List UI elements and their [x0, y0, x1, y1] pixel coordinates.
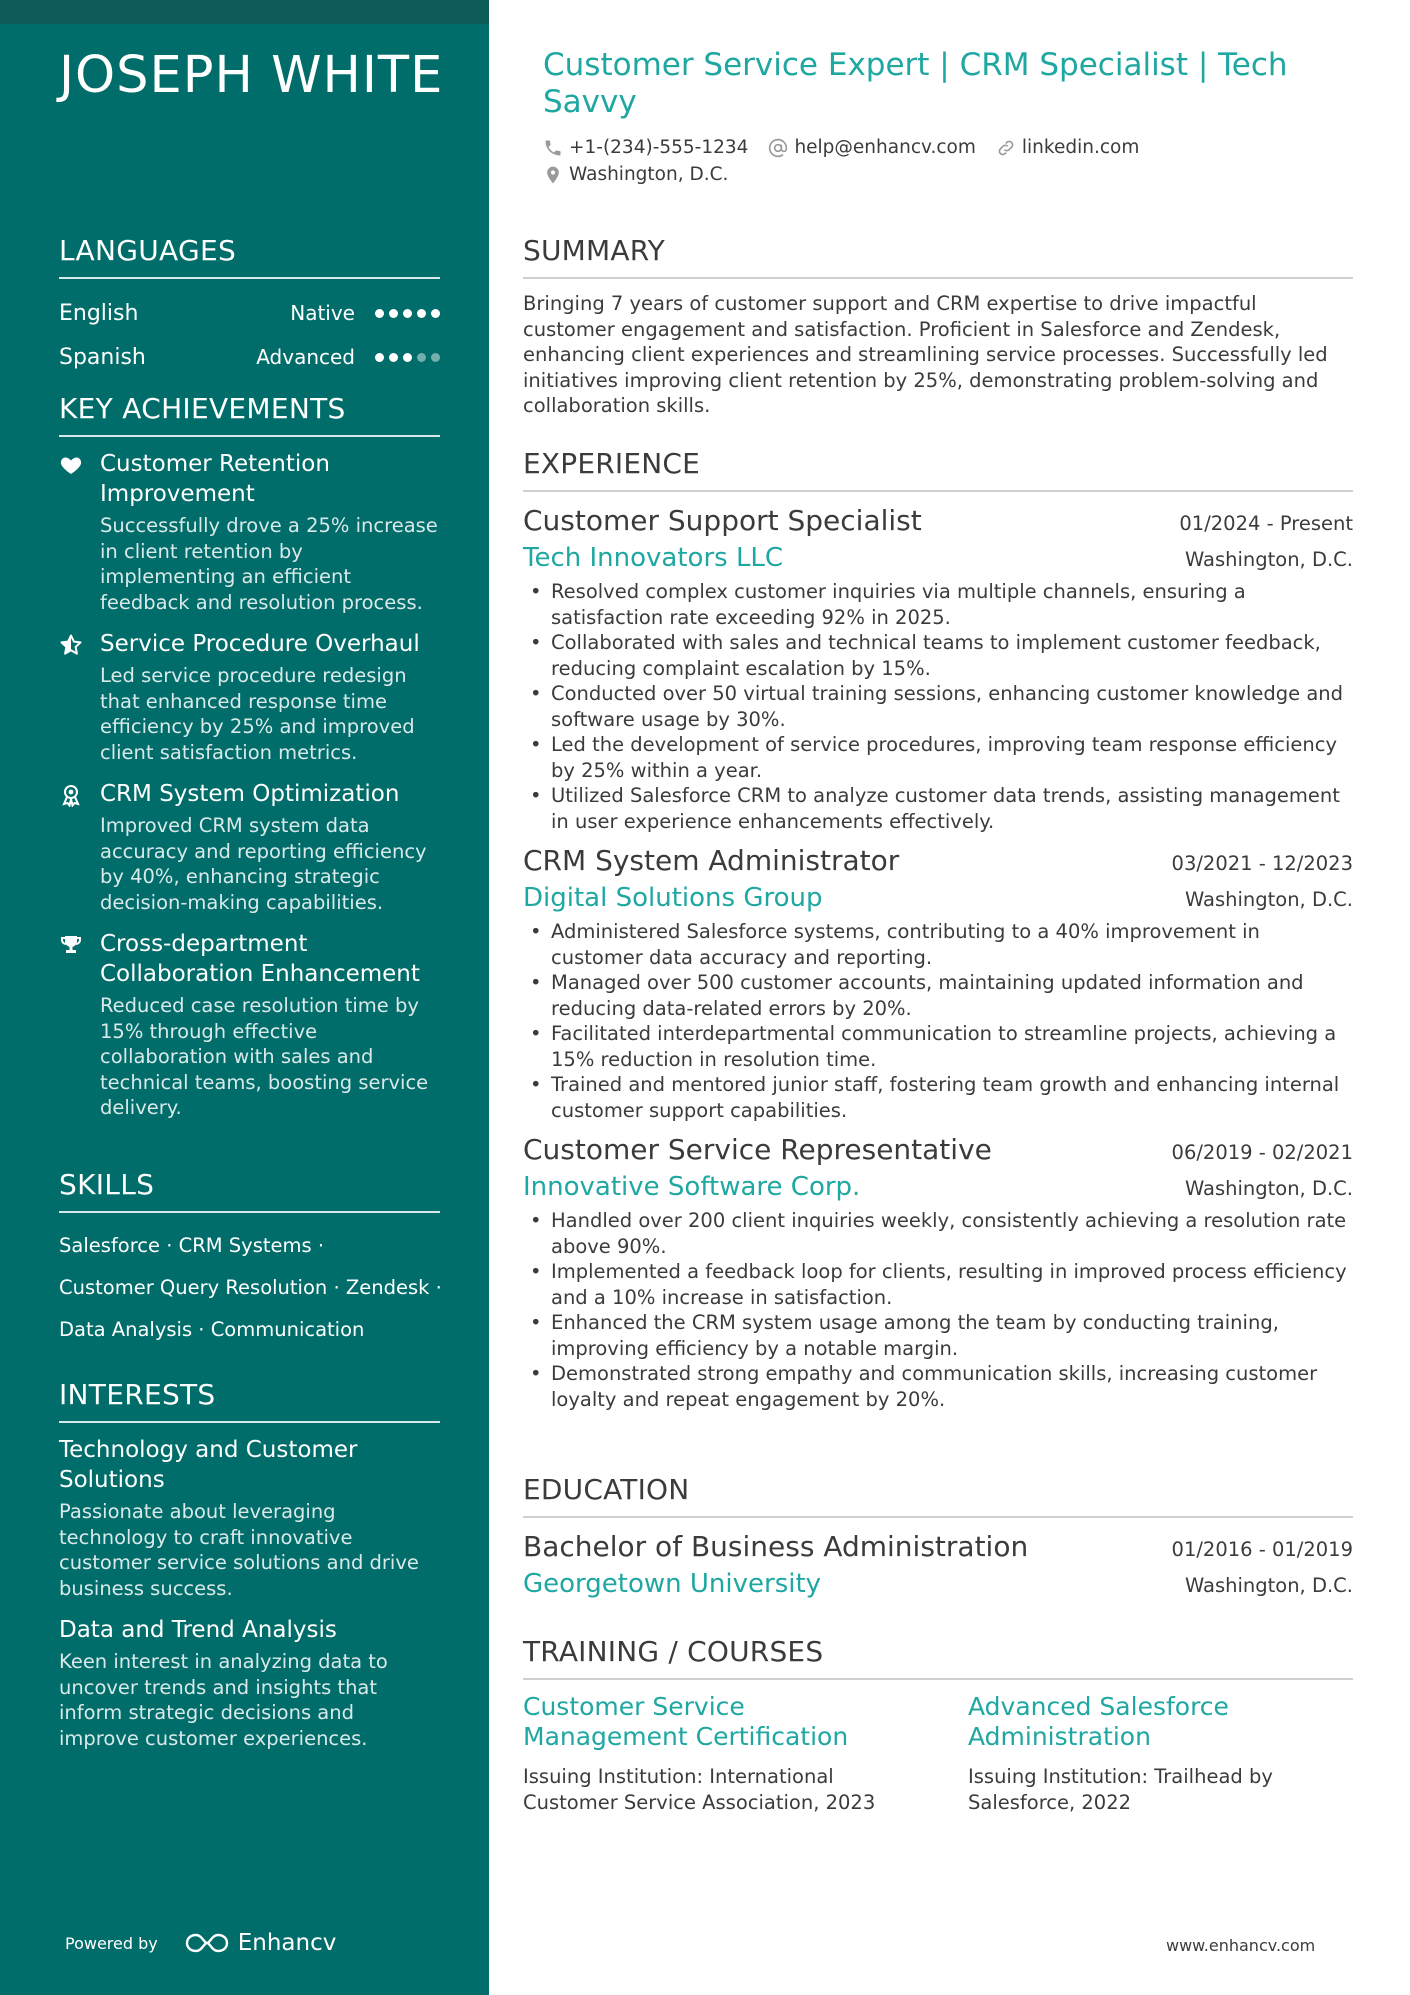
job-location: Washington, D.C. — [1184, 888, 1353, 911]
languages-heading: LANGUAGES — [59, 234, 440, 279]
achievement-title: CRM System Optimization — [100, 781, 400, 807]
sidebar — [0, 0, 489, 1995]
enhancv-logo[interactable] — [184, 1930, 337, 1956]
interests-section — [59, 1378, 440, 1765]
education-location: Washington, D.C. — [1184, 1574, 1353, 1597]
rating-dot-filled — [389, 309, 398, 318]
achievement-description: Successfully drove a 25% increase in client retention by implementing an efficient feedback and resolution process. — [100, 514, 438, 614]
link-text: linkedin.com — [1021, 137, 1140, 158]
language-name: English — [59, 300, 139, 326]
job-bullet: • Conducted over 50 virtual training sessions, enhancing customer knowledge and software usage by 30%. — [523, 681, 1353, 732]
rating-dot-filled — [375, 309, 384, 318]
rating-dot-filled — [417, 309, 426, 318]
rating-dot-filled — [389, 353, 398, 362]
rating-dot-empty — [431, 353, 440, 362]
course-item — [968, 1692, 1353, 1815]
footer-url[interactable]: www.enhancv.com — [1166, 1936, 1316, 1955]
job-location: Washington, D.C. — [1184, 1177, 1353, 1200]
achievement-title: Customer Retention Improvement — [100, 451, 330, 507]
skills-heading: SKILLS — [59, 1168, 440, 1213]
job-dates: 06/2019 - 02/2021 — [1171, 1141, 1353, 1164]
skill-line: Data Analysis · Communication — [59, 1318, 365, 1341]
education-dates: 01/2016 - 01/2019 — [1171, 1538, 1353, 1561]
powered-by-label: Powered by — [65, 1933, 158, 1953]
experience-section — [523, 447, 1353, 1422]
location-item — [543, 164, 728, 185]
summary-section — [523, 234, 1353, 419]
skill-line: Customer Query Resolution · Zendesk · — [59, 1276, 442, 1299]
heart-icon — [59, 449, 100, 615]
job-bullet: • Resolved complex customer inquiries via multiple channels, ensuring a satisfaction rate exceeding 92% in 2025. — [523, 579, 1353, 630]
at-icon — [768, 138, 788, 158]
job-bullets — [523, 1208, 1353, 1412]
location-text: Washington, D.C. — [569, 164, 729, 185]
headline: Customer Service Expert | CRM Specialist | Tech Savvy — [543, 47, 1288, 120]
language-row — [59, 291, 440, 335]
training-heading: TRAINING / COURSES — [523, 1635, 1353, 1680]
job-bullet: • Led the development of service procedures, improving team response efficiency by 25% within a year. — [523, 732, 1353, 783]
star-icon — [59, 629, 100, 765]
email-text: help@enhancv.com — [794, 137, 976, 158]
job-bullet: • Handled over 200 client inquiries weekly, consistently achieving a resolution rate above 90%. — [523, 1208, 1353, 1259]
job-bullet: • Trained and mentored junior staff, fostering team growth and enhancing internal customer support capabilities. — [523, 1072, 1353, 1123]
interests-heading: INTERESTS — [59, 1378, 440, 1423]
main-content — [523, 0, 1353, 1995]
interest-item — [59, 1435, 440, 1601]
achievement-description: Reduced case resolution time by 15% through effective collaboration with sales and technical teams, boosting service delivery. — [100, 994, 429, 1119]
interest-item — [59, 1615, 440, 1751]
achievement-title: Cross-department Collaboration Enhancement — [100, 931, 420, 987]
job-bullet: • Utilized Salesforce CRM to analyze customer data trends, assisting management in user experience enhancements effectively. — [523, 783, 1353, 834]
job-title: Customer Support Specialist — [523, 504, 922, 537]
skills-section — [59, 1168, 440, 1351]
job-bullet: • Demonstrated strong empathy and communication skills, increasing customer loyalty and repeat engagement by 20%. — [523, 1361, 1353, 1412]
interest-description: Passionate about leveraging technology to craft innovative customer service solutions and drive business success. — [59, 1500, 419, 1600]
job-bullet: • Enhanced the CRM system usage among the team by conducting training, improving efficiency by a notable margin. — [523, 1310, 1353, 1361]
link-icon — [996, 138, 1016, 158]
course-title: Advanced Salesforce Administration — [968, 1692, 1229, 1751]
phone-icon — [543, 138, 563, 158]
job-entry — [523, 504, 1353, 834]
achievement-item — [59, 779, 440, 915]
achievement-item — [59, 629, 440, 765]
interest-title: Data and Trend Analysis — [59, 1617, 337, 1643]
languages-section — [59, 234, 440, 379]
summary-text: Bringing 7 years of customer support and CRM expertise to drive impactful customer engagement and satisfaction. Proficient in Salesforce and Zendesk, enhancing client experiences and streamlining service processes. Successfully led initiatives improving client retention by 25%, demonstrating problem-solving and collaboration skills. — [523, 292, 1328, 417]
training-section — [523, 1635, 1353, 1815]
degree-title: Bachelor of Business Administration — [523, 1530, 1029, 1563]
achievement-description: Improved CRM system data accuracy and reporting efficiency by 40%, enhancing strategic decision-making capabilities. — [100, 814, 427, 914]
job-location: Washington, D.C. — [1184, 548, 1353, 571]
phone-text: +1-(234)-555-1234 — [569, 137, 749, 158]
education-section — [523, 1473, 1353, 1609]
link-item[interactable] — [996, 137, 1139, 158]
job-bullets — [523, 919, 1353, 1123]
school-name: Georgetown University — [523, 1569, 822, 1599]
trophy-icon — [59, 929, 100, 1121]
job-company: Digital Solutions Group — [523, 883, 823, 913]
job-bullets — [523, 579, 1353, 834]
job-company: Innovative Software Corp. — [523, 1172, 861, 1202]
location-row — [543, 164, 748, 185]
achievements-section — [59, 392, 440, 1135]
phone-item[interactable] — [543, 137, 748, 158]
location-pin-icon — [543, 165, 563, 185]
ribbon-icon — [59, 779, 100, 915]
job-bullet: • Administered Salesforce systems, contributing to a 40% improvement in customer data accuracy and reporting. — [523, 919, 1353, 970]
achievements-heading: KEY ACHIEVEMENTS — [59, 392, 440, 437]
course-institution: Issuing Institution: Trailhead by Salesforce, 2022 — [968, 1765, 1273, 1814]
brand-name: Enhancv — [237, 1930, 337, 1956]
infinity-icon — [184, 1931, 230, 1955]
sidebar-top-band — [0, 0, 489, 24]
job-title: CRM System Administrator — [523, 844, 900, 877]
language-level: Native — [290, 301, 355, 325]
email-item[interactable] — [768, 137, 975, 158]
skill-line: Salesforce · CRM Systems · — [59, 1234, 325, 1257]
rating-dot-filled — [403, 309, 412, 318]
language-row — [59, 335, 440, 379]
achievement-item — [59, 929, 440, 1121]
language-rating — [375, 309, 440, 318]
achievement-item — [59, 449, 440, 615]
achievement-title: Service Procedure Overhaul — [100, 631, 420, 657]
language-rating — [375, 353, 440, 362]
course-item — [523, 1692, 908, 1815]
job-dates: 01/2024 - Present — [1179, 512, 1353, 535]
rating-dot-empty — [417, 353, 426, 362]
job-company: Tech Innovators LLC — [523, 543, 784, 573]
rating-dot-filled — [431, 309, 440, 318]
interest-title: Technology and Customer Solutions — [59, 1437, 358, 1493]
job-bullet: • Implemented a feedback loop for clients, resulting in improved process efficiency and a 10% increase in satisfaction. — [523, 1259, 1353, 1310]
powered-by — [65, 1930, 336, 1956]
course-institution: Issuing Institution: International Customer Service Association, 2023 — [523, 1765, 876, 1814]
summary-heading: SUMMARY — [523, 234, 1353, 279]
rating-dot-filled — [403, 353, 412, 362]
job-bullet: • Facilitated interdepartmental communication to streamline projects, achieving a 15% reduction in resolution time. — [523, 1021, 1353, 1072]
language-level: Advanced — [256, 345, 355, 369]
education-entry — [523, 1530, 1353, 1599]
job-dates: 03/2021 - 12/2023 — [1171, 852, 1353, 875]
rating-dot-filled — [375, 353, 384, 362]
job-entry — [523, 1133, 1353, 1412]
job-entry — [523, 844, 1353, 1123]
candidate-name: JOSEPH WHITE — [59, 46, 444, 105]
job-title: Customer Service Representative — [523, 1133, 992, 1166]
course-title: Customer Service Management Certification — [523, 1692, 849, 1751]
job-bullet: • Managed over 500 customer accounts, maintaining updated information and reducing data-related errors by 20%. — [523, 970, 1353, 1021]
language-name: Spanish — [59, 344, 146, 370]
job-bullet: • Collaborated with sales and technical teams to implement customer feedback, reducing complaint escalation by 15%. — [523, 630, 1353, 681]
education-heading: EDUCATION — [523, 1473, 1353, 1518]
experience-heading: EXPERIENCE — [523, 447, 1353, 492]
achievement-description: Led service procedure redesign that enhanced response time efficiency by 25% and improved client satisfaction metrics. — [100, 664, 415, 764]
contact-row — [543, 137, 1159, 158]
interest-description: Keen interest in analyzing data to uncover trends and insights that inform strategic decisions and improve customer experiences. — [59, 1650, 388, 1750]
